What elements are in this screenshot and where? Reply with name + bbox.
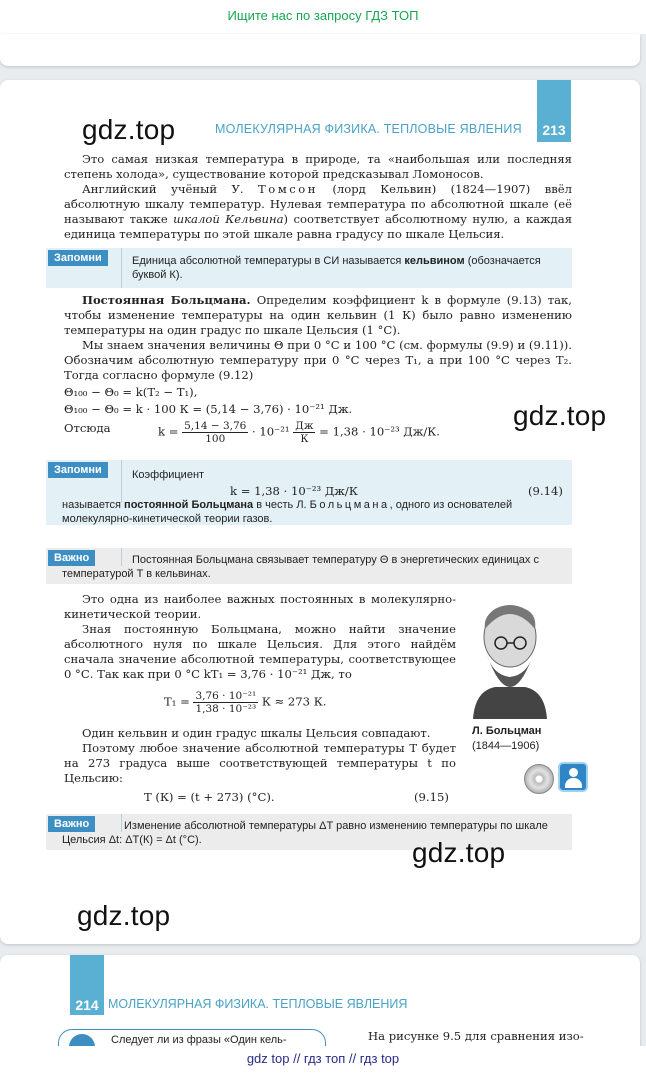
paragraph-kelvin-equals-degree: Один кельвин и один градус шкалы Цельсия совпадают. <box>82 726 431 740</box>
term-kelvin: кельвином <box>404 255 465 267</box>
portrait-caption-name: Л. Больцман <box>472 725 542 737</box>
important-text: Постоянная Больцмана связывает температуру Θ в энергетических единицах с температурой T в кельвинах. <box>62 554 539 580</box>
important-tag: Важно <box>48 550 95 566</box>
equation-3-lead: Отсюда <box>64 421 111 435</box>
remember-text: называется постоянной Больцмана в честь Л. Больцмана, одного из основателей молекулярно-кинетической теории газов. <box>62 499 513 525</box>
search-hint-link[interactable]: Ищите нас по запросу ГДЗ ТОП <box>227 8 419 23</box>
paragraph-figure-reference: На рисунке 9.5 для сравнения изо- <box>368 1029 584 1043</box>
equation-2: Θ₁₀₀ − Θ₀ = k · 100 К = (5,14 − 3,76) · 10⁻²¹ Дж. <box>64 402 353 416</box>
boltzmann-formula: k = 1,38 · 10⁻²³ Дж/К <box>230 484 358 498</box>
equation-number: (9.15) <box>414 790 449 804</box>
cd-disc-icon[interactable] <box>524 764 554 794</box>
page-number-tab <box>537 80 571 142</box>
watermark: gdz.top <box>77 900 171 931</box>
page-number-tab <box>70 955 104 1015</box>
section-heading: Постоянная Больцмана. <box>82 293 251 307</box>
textbook-page-213 <box>0 80 640 944</box>
person-icon[interactable] <box>558 762 588 792</box>
paragraph-boltzmann-constant: Постоянная Больцмана. Определим коэффициент k в формуле (9.13) так, чтобы изменение температуры на один кельвин (1 К) было равно изменению температуры на один градус по шкале Цельсия (1 °С). <box>64 293 572 337</box>
term-boltzmann-constant: постоянной Больцмана <box>124 499 254 511</box>
remember-tag: Запомни <box>48 462 108 478</box>
important-text: Изменение абсолютной температуры ΔT равно изменению температуры по шкале Цельсия Δt: ΔT(К) = Δt (°С). <box>62 820 548 846</box>
paragraph-lowest-temperature: Это самая низкая температура в природе, та «наибольшая или последняя степень холода», существование которой предсказывал Ломоносов. <box>64 152 572 181</box>
kelvin-scale-term: шкалой Кельвина <box>173 212 284 226</box>
top-banner <box>0 0 646 34</box>
watermark: gdz.top <box>412 837 506 868</box>
boltzmann-portrait <box>465 599 555 719</box>
paragraph-important-constant: Это одна из наиболее важных постоянных в молекулярно-кинетической теории. <box>64 592 456 621</box>
equation-5: T (К) = (t + 273) (°С). <box>144 790 275 804</box>
running-head: МОЛЕКУЛЯРНАЯ ФИЗИКА. ТЕПЛОВЫЕ ЯВЛЕНИЯ <box>108 997 408 1011</box>
footer-bar <box>0 1046 646 1076</box>
name-thomson: Томсон <box>257 182 318 196</box>
question-text: Следует ли из фразы «Один кель- <box>111 1034 287 1046</box>
paragraph-absolute-zero: Зная постоянную Больцмана, можно найти значение абсолютного нуля по шкале Цельсия. Для этого найдём сначала значение абсолютной температуры, соответствующее 0 °С. Так как при 0 °С kT₁ = 3,76 · 10⁻²¹ Дж, то <box>64 622 456 681</box>
footer-links[interactable]: gdz top // гдз топ // гдз top <box>246 1051 400 1066</box>
important-tag: Важно <box>48 816 95 832</box>
equation-1: Θ₁₀₀ − Θ₀ = k(T₂ − T₁), <box>64 385 198 399</box>
watermark: gdz.top <box>513 400 607 431</box>
remember-text: Единица абсолютной температуры в СИ называется кельвином (обозначается буквой К). <box>132 255 541 281</box>
watermark: gdz.top <box>82 114 176 145</box>
remember-box-boltzmann: Запомни Коэффициент k = 1,38 · 10⁻²³ Дж/К (9.14) называется постоянной Больцмана в честь Л. Больцмана, одного из основателей молекулярно-кинетической теории газов. <box>46 460 572 525</box>
remember-box-kelvin <box>46 248 572 288</box>
paragraph-theta-values: Мы знаем значения величины Θ при 0 °С и 100 °С (см. формулы (9.9) и (9.11)). Обозначим абсолютную температуру при 0 °С через T₁, а при 100 °С через T₂. Тогда согласно формуле (9.12) <box>64 338 572 382</box>
important-box-relation <box>46 548 572 584</box>
equation-3: k = $\frac{5,14 - 3,76}{100}$ · 10⁻²¹ $\frac{Дж}{К}$ = 1,38 · 10⁻²³ Дж/К. <box>158 420 440 445</box>
equation-number: (9.14) <box>528 484 563 498</box>
page-number: 213 <box>542 122 566 138</box>
equation-4: T₁ = $\frac{\text{3,76 · 10⁻²¹}}{\text{1,38 · 10⁻²³}}$ К ≈ 273 К. <box>164 690 327 715</box>
paragraph-kelvin-scale: Английский учёный У. Томсон (лорд Кельвин) (1824—1907) ввёл абсолютную шкалу температур. Нулевая температура по абсолютной шкале (её называют также шкалой Кельвина) соответствует абсолютному нулю, а каждая единица температуры по этой шкале равна градусу по шкале Цельсия. <box>64 182 573 241</box>
portrait-caption-years: (1844—1906) <box>472 740 540 752</box>
page-number: 214 <box>75 997 99 1013</box>
remember-tag: Запомни <box>48 250 108 266</box>
running-head: МОЛЕКУЛЯРНАЯ ФИЗИКА. ТЕПЛОВЫЕ ЯВЛЕНИЯ <box>215 122 522 136</box>
paragraph-offset-273: Поэтому любое значение абсолютной температуры T будет на 273 градуса выше соответствующей температуры t по Цельсию: <box>64 741 456 785</box>
previous-page-bottom <box>0 34 640 66</box>
